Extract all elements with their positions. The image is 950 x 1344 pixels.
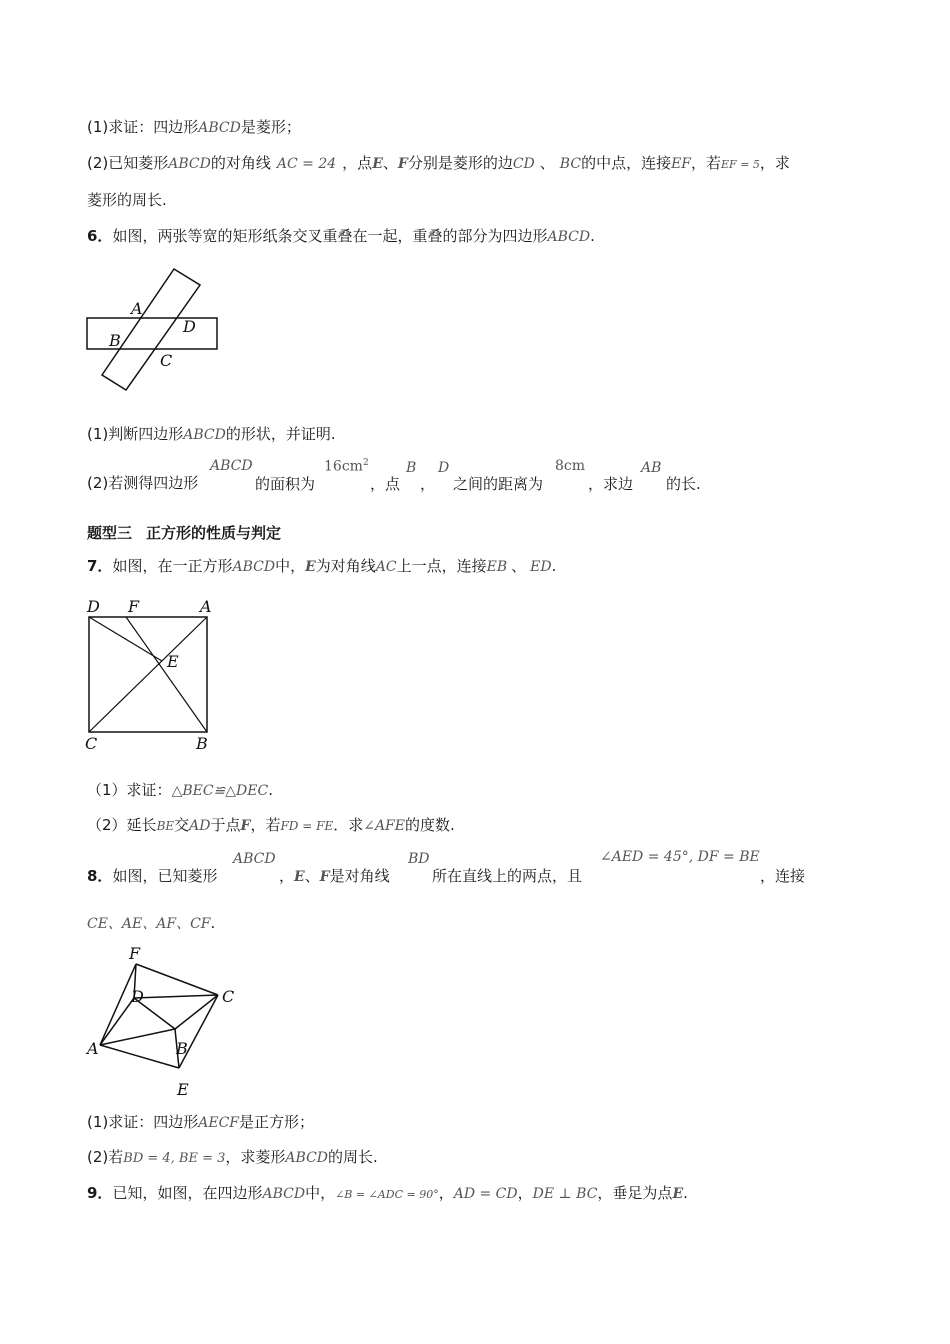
segment-EA (100, 1045, 179, 1068)
question-number: 8． (87, 867, 113, 885)
q8-stem-cont: CE、AE、AF、CF. (87, 914, 216, 932)
label-F: F (129, 944, 141, 963)
part-number: (1) (87, 118, 109, 136)
diagonal-AC (89, 617, 207, 732)
horizontal-strip (87, 318, 217, 349)
q5-part1: (1)求证：四边形ABCD是菱形； (87, 118, 301, 136)
label-E: E (177, 1080, 189, 1099)
q6-stem: 6．如图，两张等宽的矩形纸条交叉重叠在一起，重叠的部分为四边形ABCD. (87, 227, 595, 245)
area-value: $16cm^2$ (324, 458, 369, 475)
question-number: 9． (87, 1184, 113, 1202)
part-number: (2) (87, 154, 109, 172)
q5-part2-cont: 菱形的周长. (87, 191, 167, 209)
q7-part2: （2）延长BE交AD于点F，若FD = FE．求∠AFE的度数. (87, 816, 455, 834)
q7-figure (80, 597, 220, 757)
question-number: 6． (87, 227, 113, 245)
question-number: 7． (87, 557, 113, 575)
label-A: A (87, 1039, 99, 1058)
segment-DC (134, 995, 218, 998)
q5-part2: (2)已知菱形ABCD的对角线 AC = 24 ，点E、F分别是菱形的边CD 、 BC的中点，连接EF，若EF = 5，求 (87, 154, 790, 172)
label-E: E (167, 652, 179, 671)
label-D: D (183, 317, 196, 336)
q9-stem: 9．已知，如图，在四边形ABCD中，∠B = ∠ADC = 90°，AD = CD，DE ⊥ BC，垂足为点E. (87, 1184, 688, 1202)
label-B: B (109, 331, 121, 350)
section-header: 题型三 正方形的性质与判定 (87, 524, 282, 542)
segment-FC (136, 964, 218, 995)
label-A: A (131, 299, 143, 318)
segment-BA (100, 1029, 175, 1045)
q6-figure (80, 262, 230, 402)
math-abcd: ABCD (198, 120, 241, 136)
label-B: B (176, 1039, 188, 1058)
segment-DE (89, 617, 162, 661)
q7-stem: 7．如图，在一正方形ABCD中，E为对角线AC上一点，连接EB 、 ED. (87, 557, 557, 575)
label-C: C (160, 351, 173, 370)
label-D: D (87, 597, 100, 616)
label-B: B (196, 734, 208, 753)
label-A: A (200, 597, 212, 616)
q8-part2: (2)若BD = 4, BE = 3，求菱形ABCD的周长. (87, 1148, 378, 1166)
q8-figure (85, 942, 245, 1102)
label-F: F (128, 597, 140, 616)
q6-part1: (1)判断四边形ABCD的形状，并证明. (87, 425, 336, 443)
label-C: C (222, 987, 235, 1006)
q7-part1: （1）求证：△BEC≌△DEC. (87, 781, 273, 799)
label-D: D (131, 987, 144, 1006)
segment-FB (126, 617, 207, 732)
q8-part1: (1)求证：四边形AECF是正方形； (87, 1113, 315, 1131)
label-C: C (85, 734, 98, 753)
segment-CB (175, 995, 218, 1029)
